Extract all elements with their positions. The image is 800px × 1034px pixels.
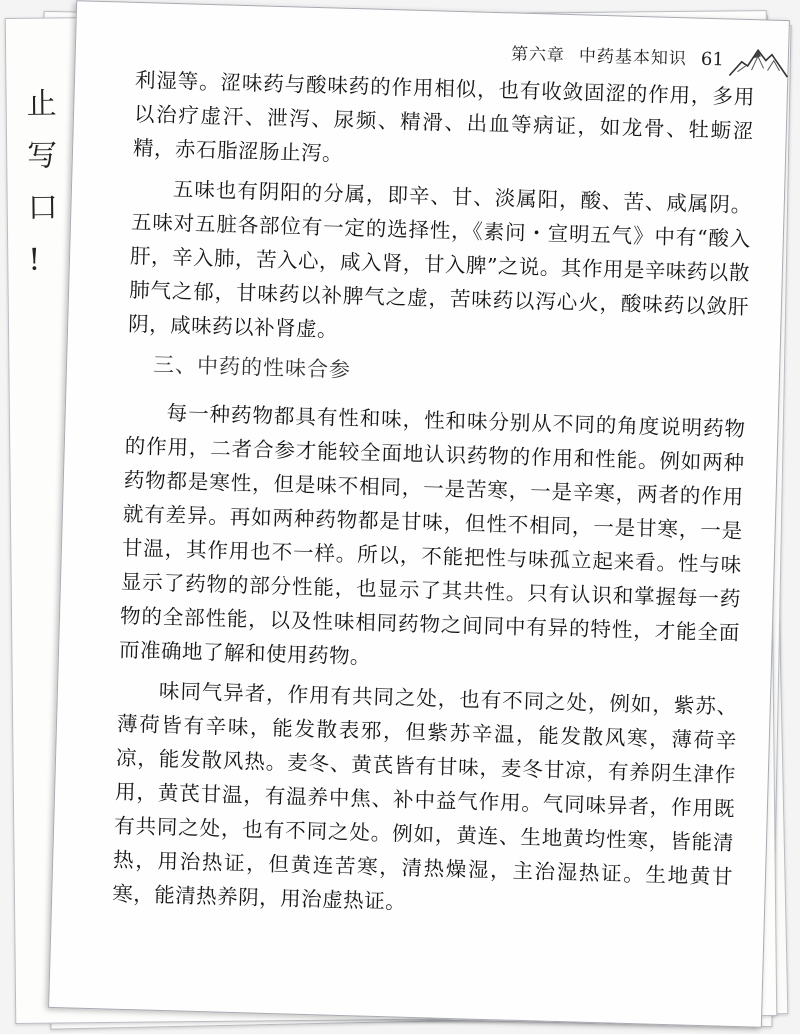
section-heading: 三、中药的性味合参	[152, 352, 352, 383]
underlying-char: 口	[27, 190, 58, 226]
page-number: 61	[700, 48, 725, 71]
page-body	[112, 63, 755, 928]
mountain-icon	[727, 41, 792, 81]
chapter-title: 中药基本知识	[578, 46, 688, 70]
underlying-char: 写	[27, 138, 58, 174]
chapter-label: 第六章	[510, 44, 566, 66]
underlying-char: 止	[26, 86, 57, 122]
paragraph: 味同气异者，作用有共同之处，也有不同之处，例如，紫苏、薄荷皆有辛味，能发散表邪，但紫苏辛温，能发散风寒，薄荷辛凉，能发散风热。麦冬、黄芪皆有甘味，麦冬甘凉，有养阴生津作用，黄芪甘温，有温养中焦、补中益气作用。气同味异者，作用既有共同之处，也有不同之处。例如，黄连、生地黄均性寒，皆能清热，用治热证，但黄连苦寒，清热燥湿，主治湿热证。生地黄甘寒，能清热养阴，用治虚热证。	[111, 678, 739, 914]
paragraph: 每一种药物都具有性和味，性和味分别从不同的角度说明药物的作用，二者合参才能较全面地认识药物的作用和性能。例如两种药物都是寒性，但是味不相同，一是苦寒，一是辛寒，两者的作用就有差异。再如两种药物都是甘味，但性不相同，一是甘寒，一是甘温，其作用也不一样。所以，不能把性与味孤立起来看。性与味显示了药物的部分性能，也显示了其共性。只有认识和掌握每一药物的全部性能，以及性味相同药物之间同中有异的特性，才能全面而准确地了解和使用药物。	[118, 400, 746, 669]
paragraph: 五味也有阴阳的分属，即辛、甘、淡属阳，酸、苦、咸属阴。五味对五脏各部位有一定的选择性，《素问・宣明五气》中有“酸入肝，辛入肺，苦入心，咸入肾，甘入脾”之说。其作用是辛味药以散肺气之郁，甘味药以补脾气之虚，苦味药以泻心火，酸味药以敛肝阴，咸味药以补肾虚。	[127, 177, 753, 342]
running-head	[511, 39, 725, 70]
book-page	[48, 0, 790, 1028]
underlying-page-text	[26, 78, 68, 286]
paragraph: 利湿等。涩味药与酸味药的作用相似，也有收敛固涩的作用，多用以治疗虚汗、泄泻、尿频、精滑、出血等病证，如龙骨、牡蛎涩精，赤石脂涩肠止泻。	[132, 67, 756, 166]
underlying-char: !	[28, 242, 41, 278]
